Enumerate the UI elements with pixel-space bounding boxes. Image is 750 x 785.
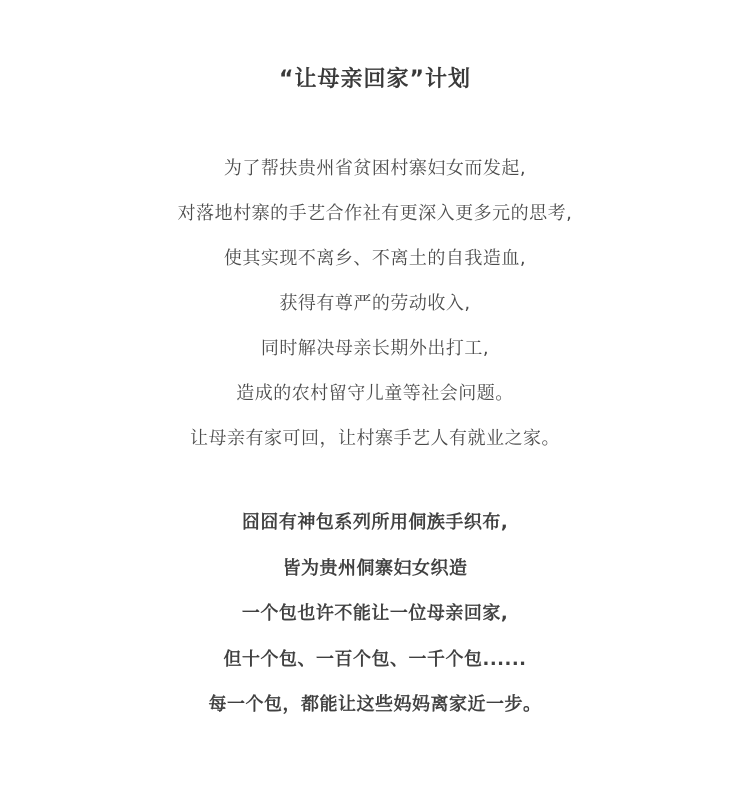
- intro-line: 让母亲有家可回，让村寨手艺人有就业之家。: [190, 428, 560, 449]
- closing-line: 但十个包、一百个包、一千个包......: [223, 648, 527, 670]
- intro-line: 获得有尊严的劳动收入,: [279, 293, 471, 314]
- closing-line: 囧囧有神包系列所用侗族手织布,: [241, 512, 509, 533]
- intro-paragraph: [0, 146, 750, 461]
- closing-line: 每一个包，都能让这些妈妈离家近一步。: [208, 694, 542, 715]
- closing-line: 一个包也许不能让一位母亲回家,: [241, 603, 509, 624]
- intro-line: 造成的农村留守儿童等社会问题。: [236, 383, 514, 404]
- page-title: “让母亲回家”计划: [279, 67, 471, 92]
- intro-line: 同时解决母亲长期外出打工,: [260, 338, 490, 359]
- closing-line: 皆为贵州侗寨妇女织造: [282, 557, 468, 579]
- closing-paragraph: [0, 500, 750, 728]
- intro-line: 为了帮扶贵州省贫困村寨妇女而发起,: [223, 158, 527, 179]
- intro-line: 使其实现不离乡、不离土的自我造血,: [223, 248, 527, 269]
- intro-line: 对落地村寨的手艺合作社有更深入更多元的思考,: [177, 203, 573, 224]
